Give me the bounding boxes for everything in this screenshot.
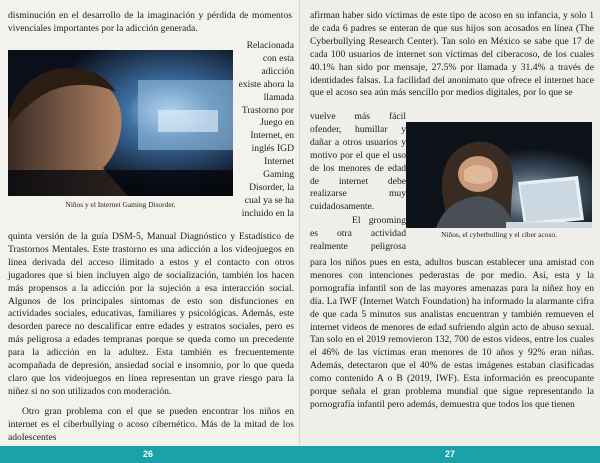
- page-number-right: 27: [444, 449, 455, 459]
- right-side-paragraph-2: El grooming es otra actividad realmente peligrosa: [310, 215, 406, 252]
- girl-crying-laptop-photo: [406, 122, 592, 228]
- page-number-left: 26: [142, 449, 153, 459]
- right-page: [300, 0, 600, 463]
- left-side-paragraph: Relacionada con esta adicción existe ahora la llamada Trastorno por Juego en Internet, en inglés IGD Internet Gaming Disorder, la cual ya se ha incluido en la: [238, 40, 294, 219]
- right-photo-caption: Niños, el cyberbulling y el ciber acoso.: [441, 230, 557, 239]
- left-body-paragraph: quinta versión de la guía DSM-5, Manual Diagnóstico y Estadístico de Trastornos Mentales. Este trastorno es una adicción a los videojuegos en línea derivada del acceso ilimitado a estos y el contacto con otros jugadores que si bien incluyen algo de socialización, también los hacen más propensos a la adicción por la sujeción a esa interacción social. Algunos de los principales síntomas de esto son disfunciones en actividades sociales, educativas, familiares y psicológicas. Además, este desorden parece no descalificar entre edades y estratos sociales, pero es más peligrosa a edades tempranas porque se queda como un precedente para la adicción en la adultez. Esta también es frecuentemente acompañada de depresión, ansiedad social e insomnio, por lo que queda claro que los videojuegos en línea representan un grave riesgo para la niñez si no son utilizados con moderación.: [8, 231, 294, 397]
- right-top-paragraph: afirman haber sido víctimas de este tipo de acoso en su infancia, y solo 1 de cada 6 padres se enteran de que sus hijos son acosados en línea (The Cyberbullying Research Center). Tan solo en México se sabe que 17 de cada 100 usuarios de internet son víctimas del ciberacoso, de los cuales 40.1% han sido por mensaje, 27.5% por llamada y 31.4% a través de identidades falsas. La facilidad del anonimato que ofrece el internet hace que el acoso sea aún más sencillo por medios digitales, por lo que se: [310, 10, 594, 99]
- left-top-paragraph: disminución en el desarrollo de la imaginación y pérdida de momentos vivenciales importantes por la adicción generada.: [8, 10, 292, 34]
- left-last-paragraph: Otro gran problema con el que se pueden encontrar los niños en internet es el ciberbullying o acoso cibernético. Más de la mitad de los adolescentes: [8, 406, 294, 443]
- footer-bar: [0, 446, 600, 463]
- left-photo-caption: Niños y el Internet Gaming Disorder.: [65, 200, 176, 209]
- right-side-paragraph: vuelve más fácil ofender, humillar y dañar a otros usuarios y motivo por el que el uso de los menores de edad de internet debe realizarse muy cuidadosamente.: [310, 111, 406, 213]
- right-body-paragraph: para los niños pues en esta, adultos buscan establecer una amistad con menores con intenciones pederastas de por medio. Así, esta y la pornografía infantil son de las mayores amenazas para la niñez hoy en día. La IWF (Internet Watch Foundation) ha informado la alarmante cifra de que cada 5 minutos sus analistas encuentran y también remueven el internet videos de menores de edad sufriendo algún acto de abuso sexual. Tan solo en el 2019 removieron 132, 700 de estos videos, entre los cuales el 46% de las víctimas eran menores de 10 años y 92% eran niñas. Además, detectaron que el 40% de estas imágenes estaban clasificadas como contenido A o B (2019, IWF). Esta información es preocupante porque señala el gran problema mundial que sigue representando la pornografía infantil pero además, demuestra que todos los que tienen: [310, 257, 594, 410]
- boy-gaming-photo: [8, 50, 233, 196]
